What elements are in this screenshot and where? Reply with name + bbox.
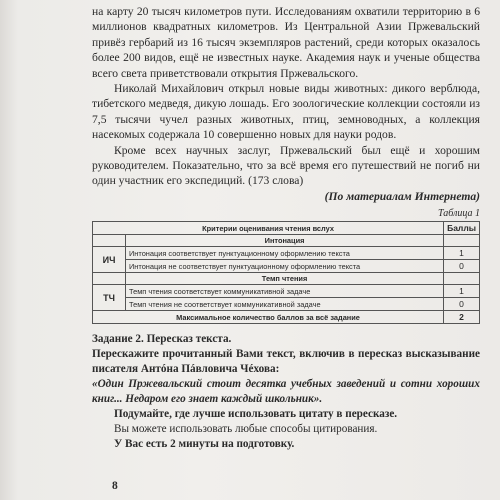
task-methods: Вы можете использовать любые способы цитирования. — [114, 423, 378, 436]
page-number: 8 — [112, 480, 118, 492]
task-time: У Вас есть 2 минуты на подготовку. — [114, 438, 295, 451]
code-ich: ИЧ — [93, 247, 126, 273]
paragraph-3: Кроме всех научных заслуг, Пржевальский был ещё и хорошим руководителем. Показательно, что за всё время его путешествий не погиб ни один участник его экспедиций. (173 слова) — [92, 143, 480, 188]
task-instruction: Перескажите прочитанный Вами текст, включив в пересказ высказывание писателя Антóна Пáвловича Чéхова: — [92, 348, 480, 376]
chekhov-quote: «Один Пржевальский стоит десятка учебных заведений и сотни хороших книг... Недаром его знает каждый школьник». — [92, 378, 480, 406]
task-think: Подумайте, где лучше использовать цитату в пересказе. — [114, 408, 398, 421]
criterion-text: Темп чтения соответствует коммуникативной задаче — [126, 285, 444, 298]
criterion-score: 0 — [444, 298, 480, 311]
total-score: 2 — [444, 311, 480, 324]
section-title-tempo: Темп чтения — [126, 273, 444, 285]
total-label: Максимальное количество баллов за всё задание — [93, 311, 444, 324]
criterion-text: Интонация соответствует пунктуационному оформлению текста — [126, 247, 444, 260]
section-title-intonation: Интонация — [126, 235, 444, 247]
criterion-text: Интонация не соответствует пунктуационному оформлению текста — [126, 260, 444, 273]
criterion-score: 0 — [444, 260, 480, 273]
table-header-criteria: Критерии оценивания чтения вслух — [93, 222, 444, 235]
paragraph-2: Николай Михайлович открыл новые виды животных: дикого верблюда, тибетского медведя, дикую лошадь. Его зоологические коллекции состояли из 7,5 тысячи чучел разных животных, птиц, земноводных, а коллекция насекомых содержала 10 совершенно новых для науки родов. — [92, 82, 480, 142]
criterion-score: 1 — [444, 285, 480, 298]
criteria-table — [92, 221, 480, 324]
task-block — [92, 332, 480, 452]
criterion-score: 1 — [444, 247, 480, 260]
table-caption: Таблица 1 — [438, 208, 480, 220]
table-header-score: Баллы — [444, 222, 480, 235]
paragraph-1: на карту 20 тысяч километров пути. Исследованиям охватили территорию в 6 миллионов квадратных километров. Из Центральной Азии Пржевальский привёз гербарий из 16 тысяч экземпляров растений, среди которых оказалось более 200 видов, ещё не известных науке. Академия наук и ученые общества всего света приветствовали открытия Пржевальского. — [92, 5, 480, 80]
text-column — [92, 4, 480, 452]
task-title: Задание 2. Пересказ текста. — [92, 333, 232, 346]
code-tch: ТЧ — [93, 285, 126, 311]
criterion-text: Темп чтения не соответствует коммуникативной задаче — [126, 298, 444, 311]
source-note: (По материалам Интернета) — [324, 189, 480, 203]
